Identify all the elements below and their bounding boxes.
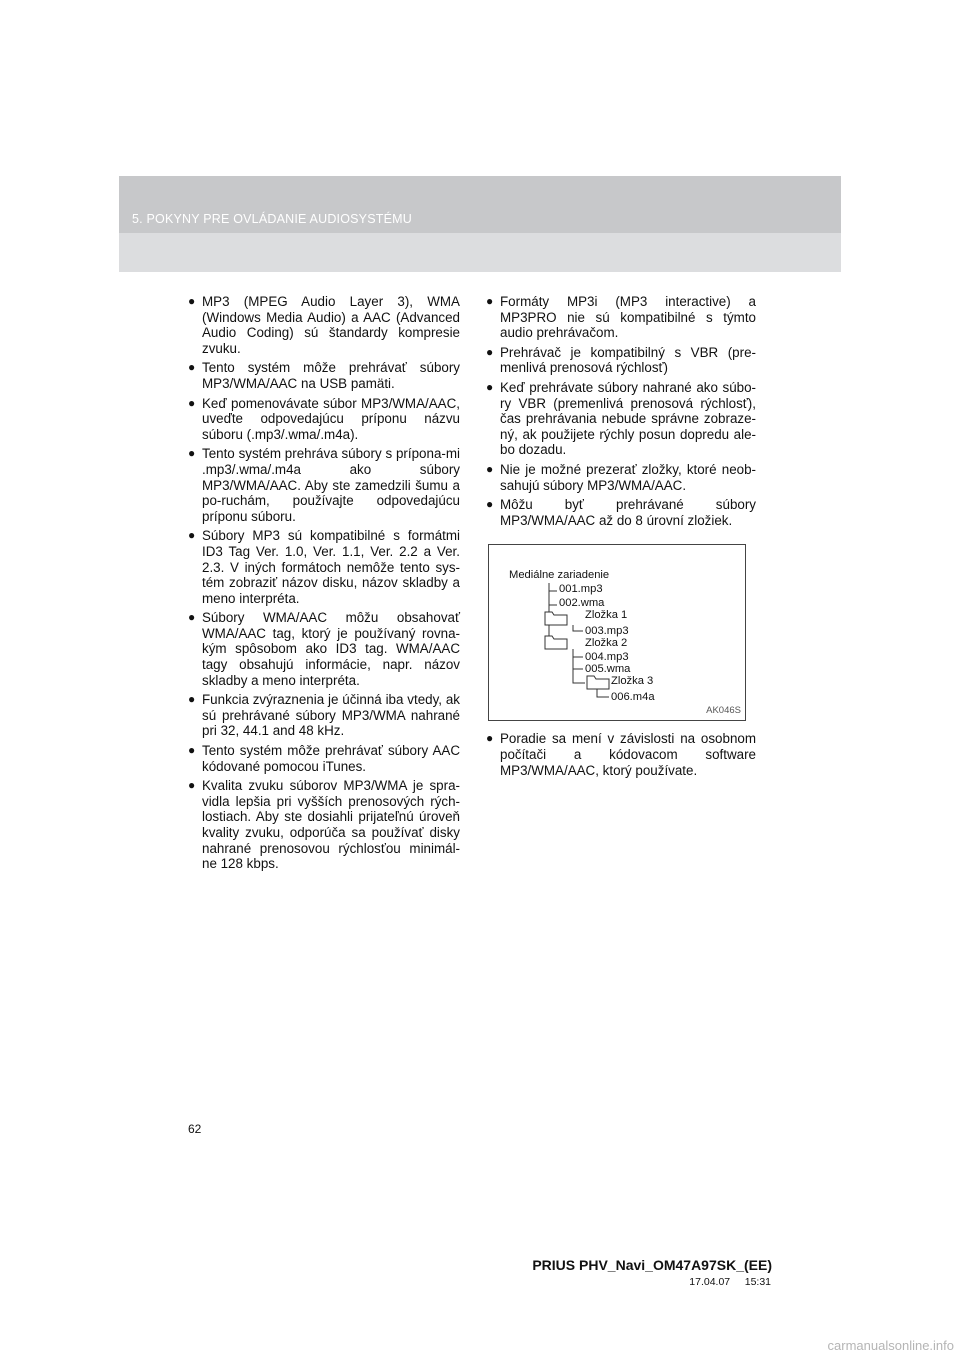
list-item: [188, 692, 460, 739]
bullet-icon: ●: [188, 778, 196, 793]
list-item: [188, 743, 460, 774]
list-item-text: Prehrávač je kompatibilný s VBR (pre-menlivá prenosová rýchlosť): [500, 344, 756, 376]
bullet-icon: ●: [188, 446, 196, 461]
list-item: [188, 778, 460, 872]
tree-root-label: Mediálne zariadenie: [509, 569, 610, 582]
tree-file-label: 002.wma: [559, 597, 605, 610]
tree-file-label: 006.m4a: [611, 691, 655, 704]
bullet-icon: ●: [188, 610, 196, 625]
list-item-text: Nie je možné prezerať zložky, ktoré neob-sahujú súbory MP3/WMA/AAC.: [500, 461, 756, 493]
list-item: [486, 380, 756, 458]
bullet-icon: ●: [486, 461, 494, 476]
tree-folder-label: Zložka 2: [585, 637, 628, 650]
folder-icon: [587, 676, 609, 689]
list-item-text: Poradie sa mení v závislosti na osobnom počítači a kódovacom software MP3/WMA/AAC, ktorý používate.: [500, 731, 756, 778]
list-item-text: Keď pomenovávate súbor MP3/WMA/AAC, uveďte odpovedajúcu príponu názvu súboru (.mp3/.wma/.m4a).: [202, 395, 460, 442]
tree-file-label: 005.wma: [585, 663, 631, 676]
folder-icon: [545, 612, 567, 625]
document-timestamp: 17.04.07 15:31: [689, 1276, 771, 1288]
tree-file-label: 003.mp3: [585, 625, 629, 638]
list-item: [486, 294, 756, 341]
list-item: [486, 345, 756, 376]
list-item-text: MP3 (MPEG Audio Layer 3), WMA (Windows Media Audio) a AAC (Advanced Audio Coding) sú štandardy kompresie zvuku.: [202, 294, 460, 356]
list-item: [486, 497, 756, 528]
list-item-text: Funkcia zvýraznenia je účinná iba vtedy, ak sú prehrávané súbory MP3/WMA nahrané pri 32, 44.1 and 48 kHz.: [202, 692, 460, 739]
folder-tree-figure: [488, 544, 746, 721]
bullet-icon: ●: [486, 344, 494, 359]
list-item-text: Keď prehrávate súbory nahrané ako súbo-ry VBR (premenlivá prenosová rýchlosť), čas prehrávania nebude správne zobraze-ný, ak použijete rýchly posun dopredu ale-bo dozadu.: [500, 379, 756, 458]
tree-file-label: 001.mp3: [559, 583, 603, 596]
list-item: [188, 396, 460, 443]
list-item-text: Tento systém prehráva súbory s prípona-mi .mp3/.wma/.m4a ako súbory MP3/WMA/AAC. Aby ste zamedzili šumu a po-ruchám, používajte odpovedajúcu príponu súboru.: [202, 446, 460, 524]
bullet-icon: ●: [188, 743, 196, 758]
bullet-icon: ●: [188, 395, 196, 410]
bullet-icon: ●: [486, 379, 494, 394]
left-column: [188, 294, 460, 876]
tree-file-label: 004.mp3: [585, 651, 629, 664]
bullet-icon: ●: [188, 528, 196, 543]
folder-icon: [545, 636, 567, 649]
section-title: 5. POKYNY PRE OVLÁDANIE AUDIOSYSTÉMU: [132, 212, 412, 226]
bullet-icon: ●: [486, 497, 494, 512]
list-item-text: Tento systém môže prehrávať súbory AAC kódované pomocou iTunes.: [202, 743, 460, 774]
list-item-text: Súbory MP3 sú kompatibilné s formátmi ID3 Tag Ver. 1.0, Ver. 1.1, Ver. 2.2 a Ver. 2.3. V iných formátoch nemôže tento sys-tém zobraziť názov disku, názov skladby a meno interpréta.: [202, 528, 460, 606]
bullet-icon: ●: [188, 360, 196, 375]
list-item: [486, 731, 756, 778]
tree-folder-label: Zložka 3: [611, 675, 654, 688]
figure-code: AK046S: [706, 704, 741, 716]
list-item: [188, 446, 460, 524]
list-item: [486, 462, 756, 493]
right-column: [486, 294, 756, 782]
watermark: carmanualsonline.info: [827, 1338, 954, 1353]
list-item-text: Tento systém môže prehrávať súbory MP3/WMA/AAC na USB pamäti.: [202, 360, 460, 391]
page-number: 62: [188, 1122, 202, 1136]
bullet-icon: ●: [188, 692, 196, 707]
tree-folder-label: Zložka 1: [585, 609, 628, 622]
document-id: PRIUS PHV_Navi_OM47A97SK_(EE): [532, 1257, 772, 1273]
list-item-text: Môžu byť prehrávané súbory MP3/WMA/AAC až do 8 úrovní zložiek.: [500, 497, 756, 528]
header-strip: [119, 233, 841, 272]
list-item: [188, 294, 460, 356]
list-item-text: Kvalita zvuku súborov MP3/WMA je spra-vidla lepšia pri vyšších prenosových rých-lostiach. Aby ste dosiahli prijateľnú úroveň kvality zvuku, odporúča sa používať disky nahrané prenosovou rýchlosťou minimál-ne 128 kbps.: [202, 778, 460, 872]
bullet-icon: ●: [486, 731, 494, 746]
list-item-text: Súbory WMA/AAC môžu obsahovať WMA/AAC tag, ktorý je používaný rovna-kým spôsobom ako ID3 tag. WMA/AAC tagy obsahujú informácie, napr. názov skladby a meno interpréta.: [202, 610, 460, 688]
list-item-text: Formáty MP3i (MP3 interactive) a MP3PRO nie sú kompatibilné s týmto audio prehrávačom.: [500, 294, 756, 341]
list-item: [188, 610, 460, 688]
bullet-icon: ●: [486, 294, 494, 308]
list-item: [188, 360, 460, 391]
bullet-icon: ●: [188, 294, 196, 308]
list-item: [188, 528, 460, 606]
